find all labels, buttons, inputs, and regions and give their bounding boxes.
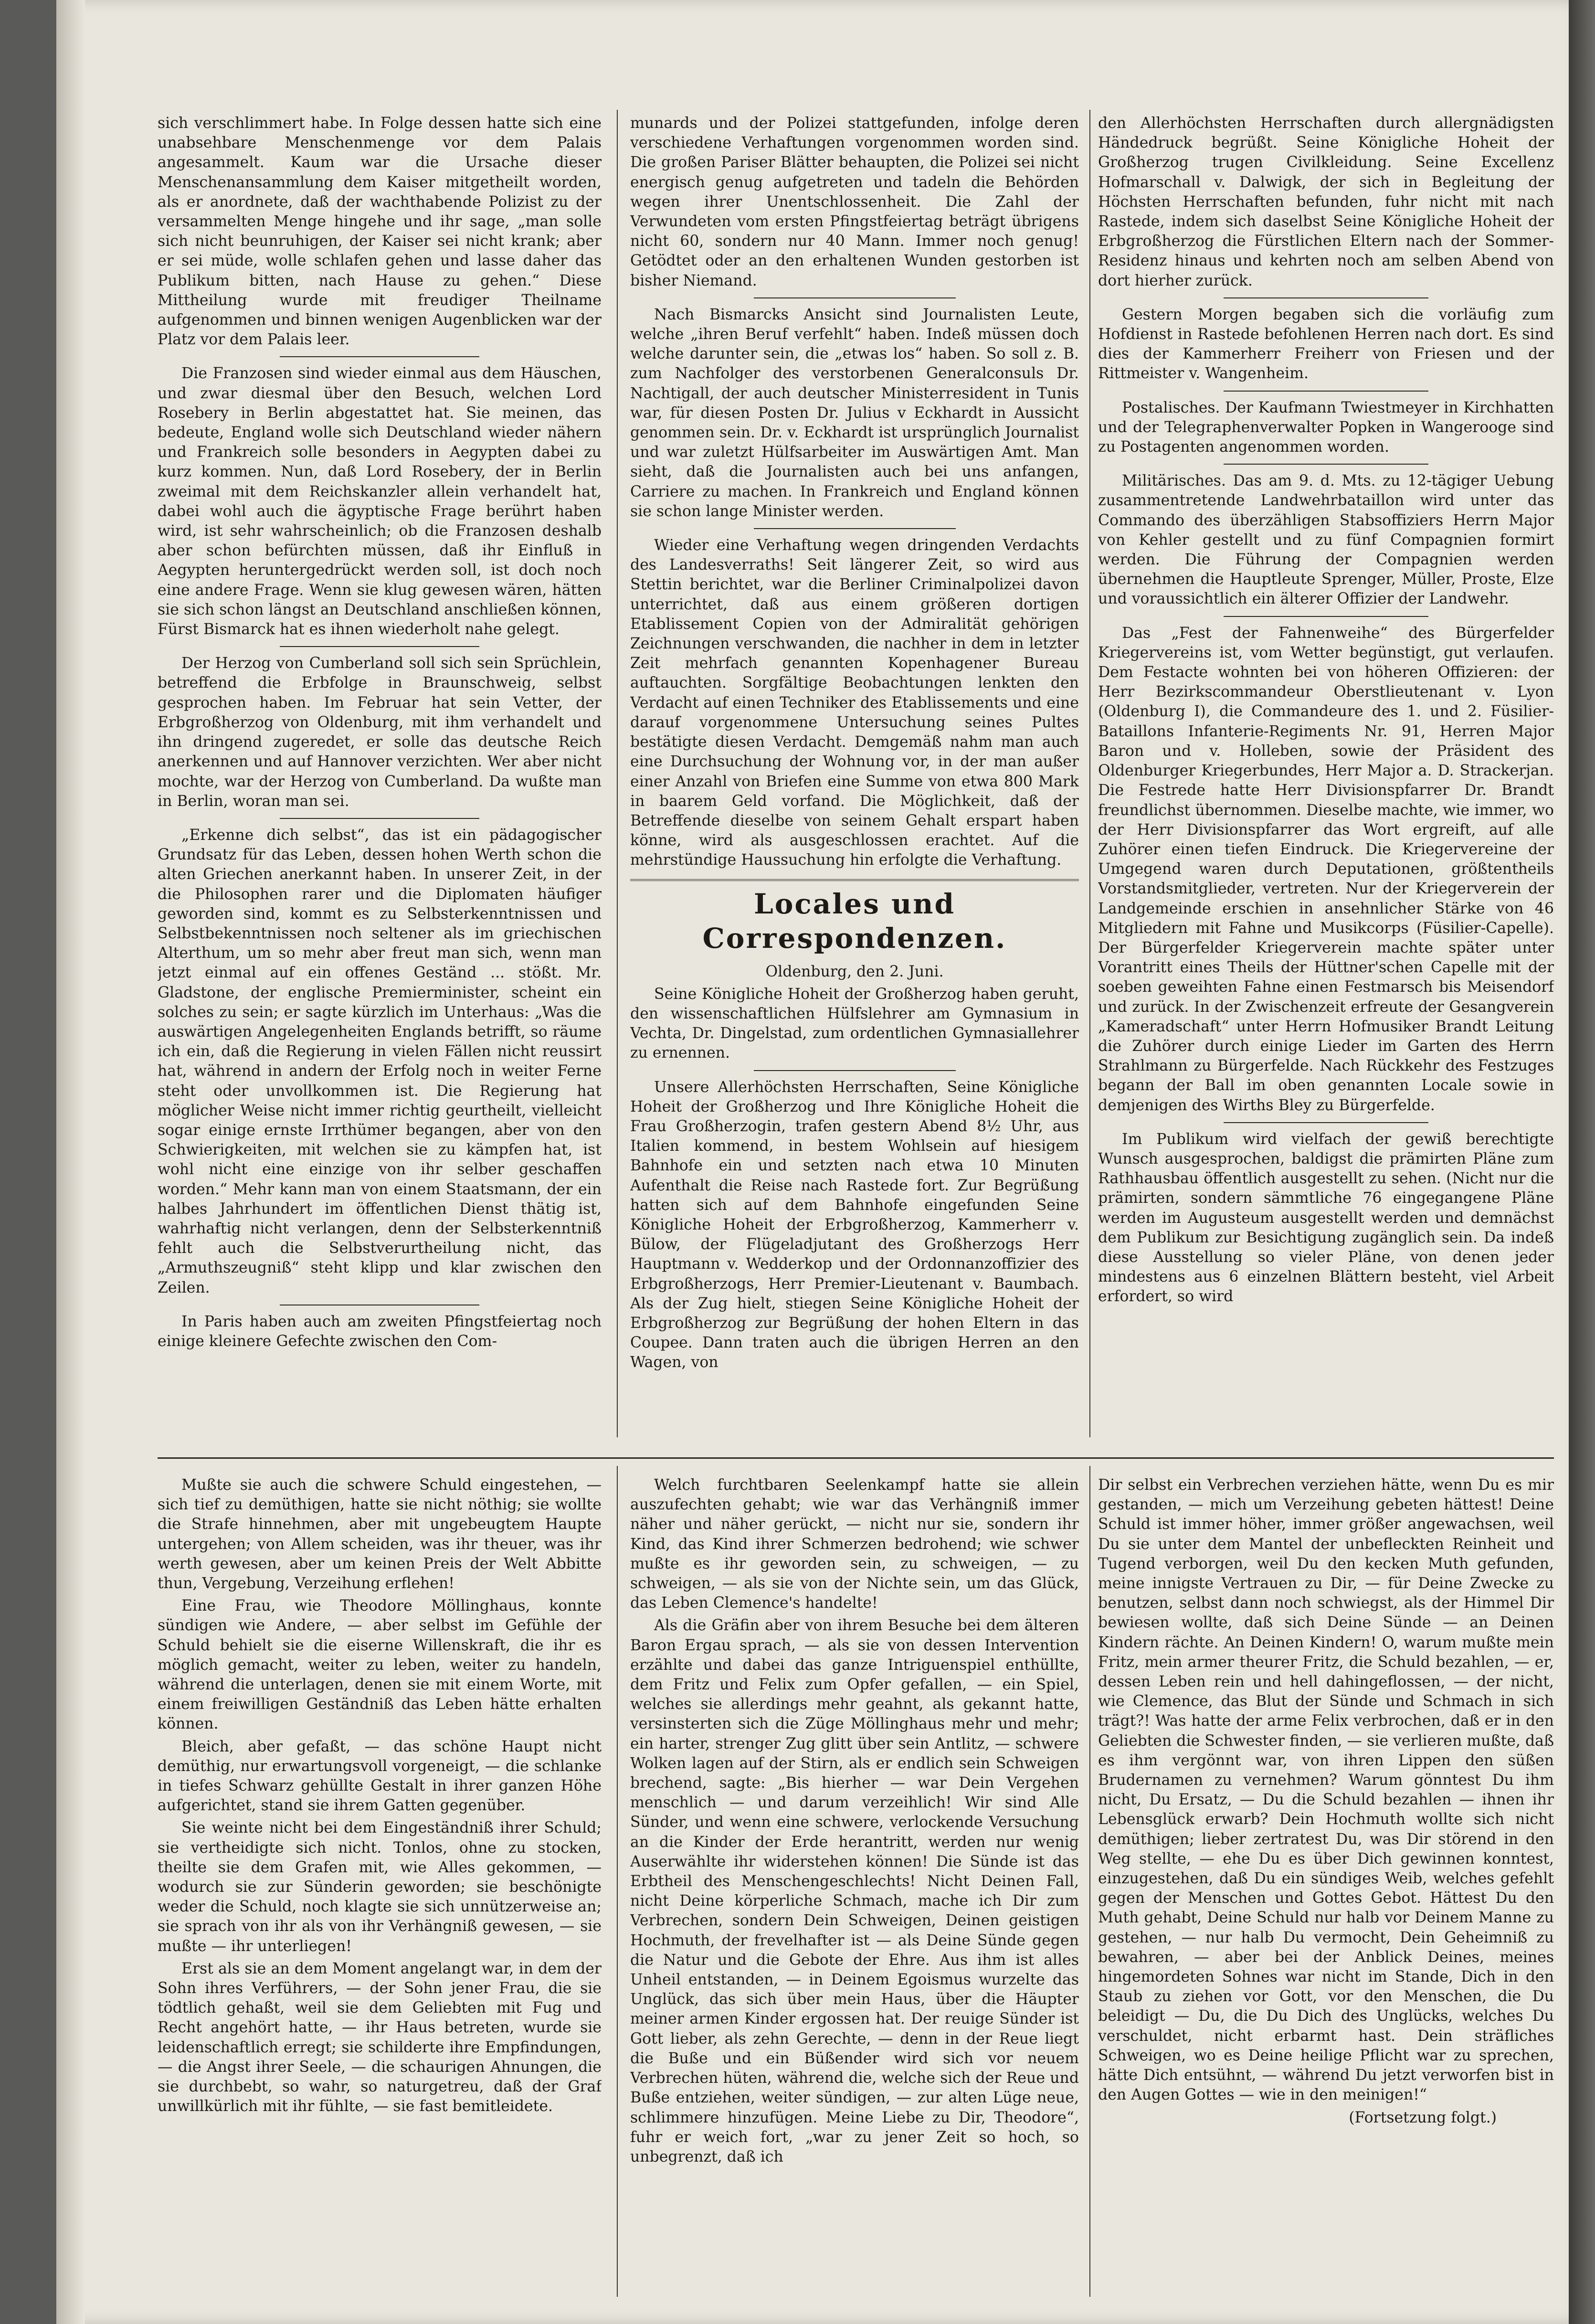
book-spine [1569,0,1595,2324]
feuilleton-paragraph: Dir selbst ein Verbrechen verziehen hätte, wenn Du es mir gestanden, — mich um Verzeihung gebeten hättest! Deine Schuld ist immer höher, immer größer angewachsen, weil Du sie unter dem Mantel der unbefleckten Reinheit und Tugend verborgen, weil Du den kecken Muth gefunden, meine innigste Vertrauen zu Dir, — für Deine Zwecke zu benutzen, selbst dann noch schwiegst, als der Himmel Dir bewiesen wollte, daß sich Deine Sünde — an Deinen Kindern rächte. An Deinen Kindern! O, warum mußte mein Fritz, mein armer theurer Fritz, die Schuld bezahlen, — er, dessen Leben rein und hell dahingeflossen, — der nicht, wie Clemence, das Blut der Sünde und Schmach in sich trägt?! Was hatte der arme Felix verbrochen, daß er in den Geliebten die Schwester finden, — sie verlieren mußte, daß es ihm vergönnt war, von ihren Lippen den süßen Brudernamen zu vernehmen? Warum gönntest Du ihm nicht, Du Ersatz, — Du die Schuld bezahlen — ihnen ihr Lebensglück erwarb? Dein Hochmuth wollte sich nicht demüthigen; lieber zertratest Du, was Dir störend in den Weg stellte, — ehe Du es über Dich gewinnen konntest, einzugestehen, daß Du ein sündiges Weib, welches gefehlt gegen der Menschen und Gottes Gebot. Hättest Du den Muth gehabt, Deine Schuld nur halb vor Deinem Manne zu gestehen, — nur halb Du vermocht, Dein Geheimniß zu bewahren, — aber bei der Anblick Deines, meines hingemordeten Sohnes war nicht im Stande, Dich in den Staub zu ziehen vor Gott, vor den Menschen, die Du beleidigt — Du, die Du Dich des Unglücks, welches Du verschuldet, nicht erbarmt hast. Dein sträfliches Schweigen, wo es Deine heilige Pflicht war zu sprechen, hätte Dich entsühnt, — während Du jetzt verworfen bist in den Augen Gottes — wie in den meinigen!“ [1098,1476,1554,2104]
news-paragraph: sich verschlimmert habe. In Folge dessen hatte sich eine unabsehbare Menschenmenge vor dem Palais angesammelt. Kaum war die Ursache dieser Menschenansammlung dem Kaiser mitgetheilt worden, als er anordnete, daß der wachthabende Polizist zu der versammelten Menge hingehe und ihr sage, „man solle sich nicht beunruhigen, der Kaiser sei nicht krank; aber er sei müde, wolle schlafen gehen und lasse daher das Publikum bitten, nach Hause zu gehen.“ Diese Mittheilung wurde mit freudiger Theilname aufgenommen und binnen wenigen Augenblicken war der Platz vor dem Palais leer. [158,115,602,349]
column-rule [1089,110,1090,1437]
feuilleton-separator [158,1457,1554,1459]
news-column-3 [1098,114,1554,1432]
section-divider [1224,297,1429,298]
feuilleton-column-3 [1098,1475,1554,2292]
section-divider [1224,616,1429,617]
section-heading-locales: Locales und Correspondenzen. [630,879,1079,955]
news-paragraph: In Paris haben auch am zweiten Pfingstfeiertag noch einige kleinere Gefechte zwischen den Com- [158,1313,602,1350]
news-paragraph: Wieder eine Verhaftung wegen dringenden Verdachts des Landesverraths! Seit längerer Zeit, so wird aus Stettin berichtet, war die Berliner Criminalpolizei davon unterrichtet, daß aus einem größeren dortigen Etablissement Copien von der Admiralität gehörigen Zeichnungen verschwanden, die nachher in dem in letzter Zeit mehrfach genannten Kopenhagener Bureau auftauchten. Sorgfältige Beobachtungen lenkten den Verdacht auf einen Techniker des Etablissements und eine darauf vorgenommene Untersuchung seines Pultes bestätigte diesen Verdacht. Demgemäß nahm man auch eine Durchsuchung der Wohnung vor, in der man außer einer Anzahl von Briefen eine Summe von etwa 800 Mark in baarem Geld vorfand. Die Möglichkeit, daß der Betreffende dieselbe von seinem Gehalt erspart haben könne, wird als ausgeschlossen erachtet. Auf die mehrstündige Haussuchung hin erfolgte die Verhaftung. [630,537,1079,869]
section-divider [280,818,480,819]
news-paragraph: den Allerhöchsten Herrschaften durch allergnädigsten Händedruck begrüßt. Seine Königliche Hoheit der Großherzog trugen Civilkleidung. Seine Excellenz Hofmarschall v. Dalwigk, der sich in Begleitung der Höchsten Herrschaften befunden, fuhr nicht mit nach Rastede, indem sich daselbst Seine Königliche Hoheit der Erbgroßherzog die Fürstlichen Eltern nach der Sommer-Residenz hinaus und kehrten noch am selben Abend von dort hierher zurück. [1098,115,1554,289]
feuilleton-paragraph: Welch furchtbaren Seelenkampf hatte sie allein auszufechten gehabt; wie war das Verhängniß immer näher und näher gerückt, — nicht nur sie, sondern ihr Kind, das Kind ihrer Schmerzen bedrohend; wie schwer mußte es ihr geworden sein, zu schweigen, — zu schweigen, — als sie von der Nichte sein, um das Glück, das Leben Clemence's handelte! [630,1476,1079,1612]
continuation-note: (Fortsetzung folgt.) [1349,2109,1497,2126]
dateline: Oldenburg, den 2. Juni. [765,963,944,980]
news-paragraph: Das „Fest der Fahnenweihe“ des Bürgerfelder Kriegervereins ist, vom Wetter begünstigt, gut verlaufen. Dem Festacte wohnten bei von höheren Offizieren: der Herr Bezirkscommandeur Oberstlieutenant v. Lyon (Oldenburg I), die Commandeure des 1. und 2. Füsilier-Bataillons Infanterie-Regiments Nr. 91, Herren Major Baron und v. Holleben, sowie der Präsident des Oldenburger Kriegerbundes, Herr Major a. D. Strackerjan. Die Festrede hatte Herr Divisionspfarrer Dr. Brandt freundlichst übernommen. Dieselbe machte, wie immer, wo der Herr Divisionspfarrer das Wort ergreift, auf alle Zuhörer einen tiefen Eindruck. Die Kriegervereine der Umgegend waren durch Deputationen, größtentheils Vorstandsmitglieder, vertreten. Nur der Kriegerverein der Landgemeinde erschien in ansehnlicher Stärke von 46 Mitgliedern mit Fahne und Musikcorps (Füsilier-Capelle). Der Bürgerfelder Kriegerverein machte später unter Vorantritt eines Theils der Hüttner'schen Capelle mit der soeben geweihten Fahne einen Festmarsch bis Meisendorf und zurück. In der Zwischenzeit erfreute der Gesangverein „Kameradschaft“ unter Herrn Hofmusiker Brandt Leitung die Zuhörer durch einige Lieder im Garten des Herrn Strahlmann zu Bürgerfelde. Nach Rückkehr des Festzuges begann der Ball im oben genannten Locale sowie in demjenigen des Wirths Bley zu Bürgerfelde. [1098,624,1554,1114]
news-paragraph: Die Franzosen sind wieder einmal aus dem Häuschen, und zwar diesmal über den Besuch, welchen Lord Rosebery in Berlin abgestattet hat. Sie meinen, das bedeute, England wolle sich Deutschland wieder nähern und Frankreich solle besonders in Aegypten dabei zu kurz kommen. Nun, daß Lord Rosebery, der in Berlin zweimal mit dem Reichskanzler allein verhandelt hat, dabei wohl auch die ägyptische Frage berührt haben wird, ist sehr wahrscheinlich; ob die Franzosen deshalb aber schon befürchten müssen, daß ihr Einfluß in Aegypten heruntergedrückt werden soll, ist doch noch eine andere Frage. Wenn sie klug gewesen wären, hätten sie sich schon längst an Deutschland anschließen können, Fürst Bismarck hat es ihnen wiederholt nahe gelegt. [158,365,602,638]
feuilleton-paragraph: Als die Gräfin aber von ihrem Besuche bei dem älteren Baron Ergau sprach, — als sie von dessen Intervention erzählte und dabei das ganze Intriguenspiel enthüllte, dem Fritz und Felix zum Opfer gefallen, — ein Spiel, welches sie allerdings mehr geahnt, als gekannt hatte, versinsterten sich die Züge Möllinghaus mehr und mehr; ein harter, strenger Zug glitt über sein Antlitz, — schwere Wolken lagen auf der Stirn, als er endlich sein Schweigen brechend, sagte: „Bis hierher — war Dein Vergehen menschlich — und darum verzeihlich! Wir sind Alle Sünder, und wenn eine schwere, verlockende Versuchung an die Kinder der Erde herantritt, werden nur wenig Auserwählte ihr widerstehen können! Die Sünde ist das Erbtheil des Menschengeschlechts! Nicht Deinen Fall, nicht Deine körperliche Schmach, mache ich Dir zum Verbrechen, sondern Dein Schweigen, Deinen geistigen Hochmuth, der frevelhafter ist — als Deine Sünde gegen die Natur und die Gebote der Ehre. Aus ihm ist alles Unheil entstanden, — in Deinem Egoismus wurzelte das Unglück, das sich über mein Haus, über die Häupter meiner armen Kinder ergossen hat. Der reuige Sünder ist Gott lieber, als zehn Gerechte, — denn in der Reue liegt die Buße und ein Büßender wird sich vor neuem Verbrechen hüten, während die, welche sich der Reue und Buße entziehen, weiter sündigen, — zur alten Lüge neue, schlimmere hinzufügen. Meine Liebe zu Dir, Theodore“, fuhr er weich fort, „war zu jener Zeit so hoch, so unbegrenzt, daß ich [630,1617,1079,2165]
news-paragraph: Nach Bismarcks Ansicht sind Journalisten Leute, welche „ihren Beruf verfehlt“ haben. Indeß müssen doch welche darunter sein, die „etwas los“ haben. So soll z. B. zum Nachfolger des verstorbenen Generalconsuls Dr. Nachtigall, der auch deutscher Ministerresident in Tunis war, für diesen Posten Dr. Julius v Eckhardt in Aussicht genommen sein. Dr. v. Eckhardt ist ursprünglich Journalist und war zuletzt Hülfsarbeiter im Auswärtigen Amt. Man sieht, daß die Journalisten auch bei uns anfangen, Carriere zu machen. In Frankreich und England können sie schon lange Minister werden. [630,306,1079,520]
section-divider [1224,464,1429,465]
section-divider [280,646,480,647]
news-paragraph: Seine Königliche Hoheit der Großherzog haben geruht, den wissenschaftlichen Hülfslehrer am Gymnasium in Vechta, Dr. Dingelstad, zum ordentlichen Gymnasiallehrer zu ernennen. [630,985,1079,1062]
feuilleton-paragraph: Sie weinte nicht bei dem Eingeständniß ihrer Schuld; sie vertheidigte sich nicht. Tonlos, ohne zu stocken, theilte sie dem Grafen mit, wie Alles gekommen, — wodurch sie zur Sünderin geworden; sie beschönigte weder die Schuld, noch klagte sie sich unnützerweise an; sie sprach von ihr als von ihr Verhängniß gewesen, — sie mußte — ihr unterliegen! [158,1819,602,1955]
feuilleton-paragraph: Mußte sie auch die schwere Schuld eingestehen, — sich tief zu demüthigen, hatte sie nicht nöthig; sie wollte die Strafe hinnehmen, aber mit ungebeugtem Haupte untergehen; von Allem scheiden, was ihr theuer, was ihr werth gewesen, aber um keinen Preis der Welt Abbitte thun, Vergebung, Verzeihung erflehen! [158,1476,602,1592]
feuilleton-column-2 [630,1475,1079,2292]
news-paragraph: Gestern Morgen begaben sich die vorläufig zum Hofdienst in Rastede befohlenen Herren nach dort. Es sind dies der Kammerherr Freiherr von Friesen und der Rittmeister v. Wangenheim. [1098,306,1554,382]
news-paragraph: Postalisches. Der Kaufmann Twiestmeyer in Kirchhatten und der Telegraphenverwalter Popken in Wangerooge sind zu Postagenten angenommen worden. [1098,399,1554,456]
news-paragraph: Der Herzog von Cumberland soll sich sein Sprüchlein, betreffend die Erbfolge in Braunschweig, selbst gesprochen haben. Im Februar hat sein Vetter, der Erbgroßherzog von Oldenburg, mit ihm verhandelt und ihn dringend zugeredet, er solle das deutsche Reich anerkennen und auf Hannover verzichten. Wer aber nicht mochte, war der Herzog von Cumberland. Da wußte man in Berlin, woran man sei. [158,655,602,810]
news-column-1 [158,114,602,1422]
column-rule [1089,1466,1090,2297]
news-paragraph: Unsere Allerhöchsten Herrschaften, Seine Königliche Hoheit der Großherzog und Ihre Königliche Hoheit die Frau Großherzogin, trafen gestern Abend 8½ Uhr, aus Italien kommend, in bestem Wohlsein auf hiesigem Bahnhofe ein und setzten nach etwa 10 Minuten Aufenthalt die Reise nach Rastede fort. Zur Begrüßung hatten sich auf dem Bahnhofe eingefunden Seine Königliche Hoheit der Erbgroßherzog, Kammerherr v. Bülow, der Flügeladjutant des Großherzogs Herr Hauptmann v. Wedderkop und der Ordonnanzoffizier des Erbgroßherzogs, Herr Premier-Lieutenant v. Baumbach. Als der Zug hielt, stiegen Seine Königliche Hoheit der Erbgroßherzog zur Begrüßung der hohen Eltern in das Coupee. Dann traten auch die übrigen Herren an den Wagen, von [630,1078,1079,1371]
news-paragraph: „Erkenne dich selbst“, das ist ein pädagogischer Grundsatz für das Leben, dessen hohen Werth schon die alten Griechen anerkannt haben. In unserer Zeit, in der die Philosophen rarer und die Diplomaten häufiger geworden sind, kommt es zu Selbsterkenntnissen und Selbstbekenntnissen noch seltener als im griechischen Alterthum, um so mehr aber freut man sich, wenn man jetzt einmal auf ein offenes Geständ ... stößt. Mr. Gladstone, der englische Premierminister, scheint ein solches zu sein; er sagte kürzlich im Unterhaus: „Was die auswärtigen Angelegenheiten Englands betrifft, so räume ich ein, daß die Regierung in vielen Fällen nicht reussirt hat, während in andern der Erfolg noch in weiter Ferne steht oder unvollkommen ist. Die Regierung hat möglicher Weise nicht immer richtig geurtheilt, vielleicht sogar einige ernste Irrthümer begangen, aber von den Schwierigkeiten, mit welchen sie zu kämpfen hat, ist wohl nicht eine einzige von ihr selber geschaffen worden.“ Mehr kann man von einem Staatsmann, der ein halbes Jahrhundert im öffentlichen Dienst thätig ist, wahrhaftig nicht verlangen, denn der Selbsterkenntniß fehlt auch die Selbstverurtheilung nicht, das „Armuthszeugniß“ steht klipp und klar zwischen den Zeilen. [158,826,602,1296]
section-divider [1224,1122,1429,1123]
news-paragraph: munards und der Polizei stattgefunden, infolge deren verschiedene Verhaftungen vorgenommen worden sind. Die großen Pariser Blätter behaupten, die Polizei sei nicht energisch genug aufgetreten und tadeln die Behörden wegen ihrer Unentschlossenheit. Die Zahl der Verwundeten vom ersten Pfingstfeiertag beträgt übrigens nicht 60, sondern nur 40 Mann. Immer noch genug! Getödtet oder an den erhaltenen Wunden gestorben ist bisher Niemand. [630,115,1079,289]
section-divider [280,356,480,357]
news-paragraph: Militärisches. Das am 9. d. Mts. zu 12-tägiger Uebung zusammentretende Landwehrbataillon wird unter das Commando des überzähligen Stabsoffiziers Herrn Major von Kehler gestellt und zu fünf Compagnien formirt werden. Die Führung der Compagnien werden übernehmen die Hauptleute Sprenger, Müller, Proste, Elze und voraussichtlich ein älterer Offizier der Landwehr. [1098,472,1554,608]
section-divider [754,1070,956,1071]
feuilleton-paragraph: Bleich, aber gefaßt, — das schöne Haupt nicht demüthig, nur erwartungsvoll vorgeneigt, — die schlanke in tiefes Schwarz gehüllte Gestalt in ihrer ganzen Höhe aufgerichtet, stand sie ihrem Gatten gegenüber. [158,1738,602,1815]
feuilleton-paragraph: Eine Frau, wie Theodore Möllinghaus, konnte sündigen wie Andere, — aber selbst im Gefühle der Schuld behielt sie die eiserne Willenskraft, die ihr es möglich gemacht, weiter zu leben, weiter zu handeln, während die unterlagen, denen sie mit einem Worte, mit einem freiwilligen Geständniß das Leben hätte erhalten können. [158,1597,602,1733]
section-divider [754,297,956,298]
section-divider [754,528,956,529]
feuilleton-paragraph: Erst als sie an dem Moment angelangt war, in dem der Sohn ihres Verführers, — der Sohn jener Frau, die sie tödtlich gehaßt, weil sie dem Geliebten mit Fug und Recht angehört hatte, — ihr Haus betreten, wurde sie leidenschaftlich erregt; sie schilderte ihre Empfindungen, — die Angst ihrer Seele, — die schaurigen Ahnungen, die sie durchbebt, so wahr, so naturgetreu, daß der Graf unwillkürlich mit ihr fühlte, — sie fast bemitleidete. [158,1960,602,2115]
column-rule [617,110,618,1437]
feuilleton-column-1 [158,1475,602,2292]
news-column-2 [630,114,1079,1432]
news-paragraph: Im Publikum wird vielfach der gewiß berechtigte Wunsch ausgesprochen, baldigst die prämirten Pläne zum Rathhausbau öffentlich ausgestellt zu sehen. (Nicht nur die prämirten, sondern sämmtliche 76 eingegangene Pläne werden im Augusteum ausgestellt werden und demnächst dem Publikum zur Besichtigung zugänglich sein. Da indeß diese Ausstellung so vieler Pläne, von denen jeder mindestens aus 6 einzelnen Blättern besteht, viel Arbeit erfordert, so wird [1098,1130,1554,1305]
section-divider [1224,391,1429,392]
column-rule [617,1466,618,2297]
page-edge-shadow [56,0,85,2324]
